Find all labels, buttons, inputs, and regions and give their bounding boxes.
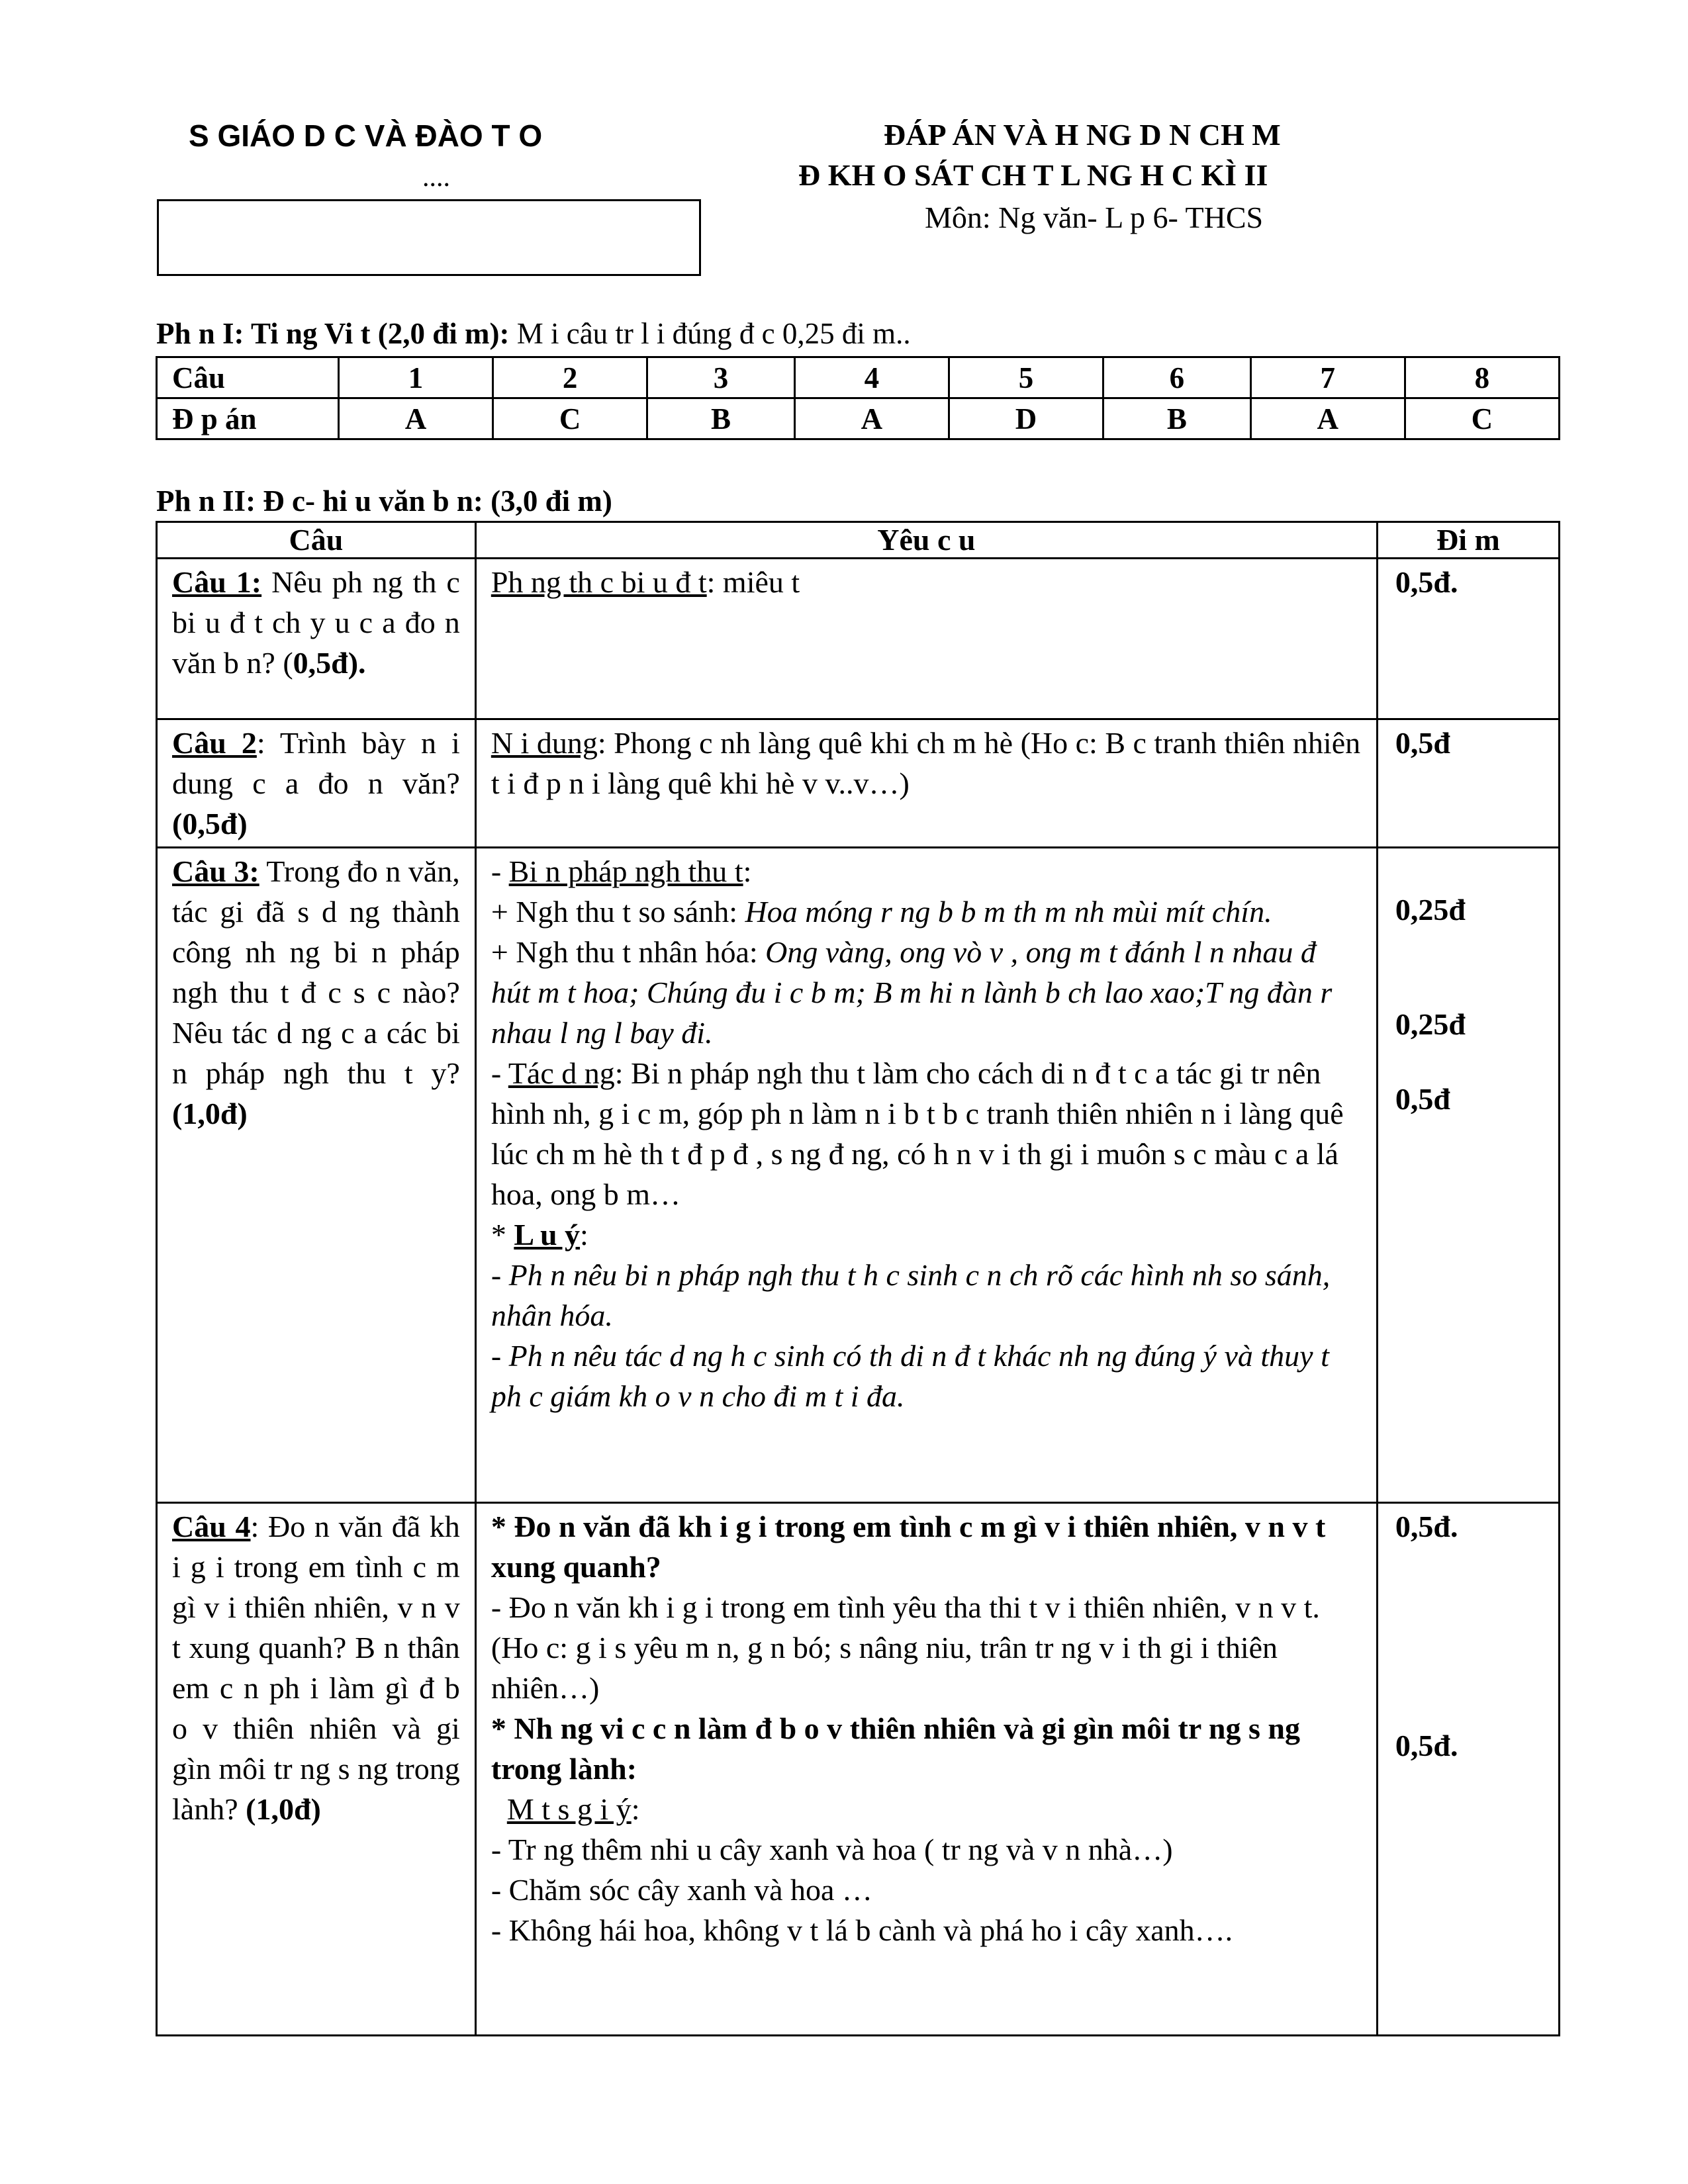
question-number: 7	[1250, 357, 1405, 398]
feeling-answer: - Đo n văn kh i g i trong em tình yêu tha thi t v i thiên nhiên, v n v t. (Ho c: g i s yêu m n, g n bó; s nâng niu, trân tr ng v i th gi i thiên nhiên…)	[491, 1590, 1320, 1705]
answer-text: : miêu t	[706, 565, 800, 599]
grading-row-2	[157, 719, 1560, 848]
part1-note: M i câu tr l i đúng đ c 0,25 đi m..	[516, 317, 911, 350]
answer-value: C	[493, 398, 647, 439]
score-value: 0,5đ	[1395, 1082, 1451, 1116]
requirement-cell	[475, 719, 1377, 848]
note-heading: * L u ý:	[491, 1218, 588, 1251]
score-value: 0,5đ.	[1395, 1729, 1458, 1762]
question-number: 2	[493, 357, 647, 398]
question-cell	[157, 1503, 476, 2036]
question-points: (1,0đ)	[246, 1792, 321, 1826]
question-text: Trong đo n văn, tác gi đã s d ng thành công nh ng bi n pháp ngh thu t đ c s c nào? Nêu tác d ng c a các bi n pháp ngh thu t y?	[172, 854, 460, 1090]
answer-value: A	[1250, 398, 1405, 439]
note-item: - Ph n nêu tác d ng h c sinh có th di n đ t khác nh ng đúng ý và thuy t ph c giám kh o v n cho đi m t i đa.	[491, 1339, 1329, 1413]
question-label: Câu 4	[172, 1510, 251, 1543]
doc-title-line1: ĐÁP ÁN VÀ H NG D N CH M	[884, 118, 1281, 152]
question-number: 4	[794, 357, 949, 398]
score-value: 0,5đ	[1395, 726, 1451, 760]
simile-item: + Ngh thu t so sánh: Hoa móng r ng b b m th m nh mùi mít chín.	[491, 895, 1272, 929]
question-label: Câu 2	[172, 726, 257, 760]
answer-value: D	[949, 398, 1103, 439]
score-cell	[1377, 1503, 1559, 2036]
score-value: 0,25đ	[1395, 893, 1466, 927]
suggestion-item: - Chăm sóc cây xanh và hoa …	[491, 1873, 872, 1907]
question-label: Câu 3:	[172, 854, 259, 888]
requirement-cell	[475, 848, 1377, 1503]
department-title: S GIÁO D C VÀ ĐÀO T O	[189, 118, 543, 153]
question-label: Câu 1:	[172, 565, 262, 599]
col-requirement-header: Yêu c u	[475, 522, 1377, 559]
doc-title-line2: Đ KH O SÁT CH T L NG H C KÌ II	[798, 158, 1268, 192]
answer-value: B	[1103, 398, 1251, 439]
doc-subject-line: Môn: Ng văn- L p 6- THCS	[925, 201, 1264, 234]
grading-row-3	[157, 848, 1560, 1503]
suggestion-item: - Tr ng thêm nhi u cây xanh và hoa ( tr ng và v n nhà…)	[491, 1833, 1173, 1866]
question-row	[157, 357, 1560, 398]
question-number: 6	[1103, 357, 1251, 398]
col-score-header: Đi m	[1377, 522, 1559, 559]
question-cell	[157, 848, 476, 1503]
score-cell	[1377, 559, 1559, 719]
part2-title: Ph n II: Đ c- hi u văn b n: (3,0 đi m)	[156, 484, 612, 518]
col-question-header: Câu	[157, 522, 476, 559]
answer-row-label: Đ p án	[157, 398, 339, 439]
question-number: 5	[949, 357, 1103, 398]
part1-title: Ph n I: Ti ng Vi t	[156, 317, 371, 350]
score-value: 0,25đ	[1395, 1007, 1466, 1041]
blank-box	[157, 199, 701, 276]
answer-value: A	[339, 398, 493, 439]
suggestion-heading: M t s g i ý:	[506, 1792, 640, 1826]
question-points: (1,0đ)	[172, 1097, 248, 1130]
answer-row	[157, 398, 1560, 439]
action-heading: * Nh ng vi c c n làm đ b o v thiên nhiên và gi gìn môi tr ng s ng trong lành:	[491, 1711, 1301, 1786]
score-cell	[1377, 719, 1559, 848]
answer-value: A	[794, 398, 949, 439]
question-row-label: Câu	[157, 357, 339, 398]
answer-keyword: N i dung	[491, 726, 598, 760]
question-text: : Trình bày n i dung c a đo n văn?	[172, 726, 460, 800]
answer-value: C	[1405, 398, 1559, 439]
grading-row-1	[157, 559, 1560, 719]
answer-text: : Phong c nh làng quê khi ch m hè (Ho c: B c tranh thiên nhiên t i đ p n i làng quê khi hè v v..v…)	[491, 726, 1361, 800]
question-text: Nêu ph ng th c bi u đ t ch y u c a đo n văn b n? (	[172, 565, 460, 680]
department-dots: ....	[422, 162, 450, 193]
part2-heading	[156, 484, 612, 518]
question-number: 8	[1405, 357, 1559, 398]
score-value: 0,5đ.	[1395, 1510, 1458, 1543]
score-cell	[1377, 848, 1559, 1503]
question-text: : Đo n văn đã kh i g i trong em tình c m gì v i thiên nhiên, v n v t xung quanh? B n thân em c n ph i làm gì đ b o v thiên nhiên và gi gìn môi tr ng s ng trong lành?	[172, 1510, 460, 1826]
part1-heading	[156, 316, 911, 351]
question-number: 1	[339, 357, 493, 398]
suggestion-item: - Không hái hoa, không v t lá b cành và phá ho i cây xanh….	[491, 1913, 1233, 1947]
grading-table	[156, 521, 1560, 2036]
technique-heading: - Bi n pháp ngh thu t:	[491, 854, 752, 888]
question-number: 3	[647, 357, 795, 398]
note-item: - Ph n nêu bi n pháp ngh thu t h c sinh c n ch rõ các hình nh so sánh, nhân hóa.	[491, 1258, 1331, 1332]
part1-points: (2,0 đi m):	[377, 317, 510, 350]
personification-item: + Ngh thu t nhân hóa: Ong vàng, ong vò v , ong m t đánh l n nhau đ hút m t hoa; Chúng đu i c b m; B m hi n lành b ch lao xao;T ng đàn r nhau l ng l bay đi.	[491, 935, 1333, 1050]
question-cell	[157, 559, 476, 719]
question-cell	[157, 719, 476, 848]
grading-table-header	[157, 522, 1560, 559]
answer-keyword: Ph ng th c bi u đ t	[491, 565, 707, 599]
effect-item: - Tác d ng: Bi n pháp ngh thu t làm cho cách di n đ t c a tác gi tr nên hình nh, g i c m, góp ph n làm n i b t b c tranh thiên nhiên n i làng quê lúc ch m hè th t đ p đ , s ng đ ng, có h n v i th gi i muôn s c màu c a lá hoa, ong b m…	[491, 1056, 1344, 1211]
question-points: (0,5đ)	[172, 807, 248, 841]
answer-value: B	[647, 398, 795, 439]
question-points: 0,5đ).	[293, 646, 366, 680]
answer-key-table	[156, 356, 1560, 440]
feeling-heading: * Đo n văn đã kh i g i trong em tình c m gì v i thiên nhiên, v n v t xung quanh?	[491, 1510, 1326, 1584]
requirement-cell	[475, 559, 1377, 719]
requirement-cell	[475, 1503, 1377, 2036]
grading-row-4	[157, 1503, 1560, 2036]
score-value: 0,5đ.	[1395, 565, 1458, 599]
